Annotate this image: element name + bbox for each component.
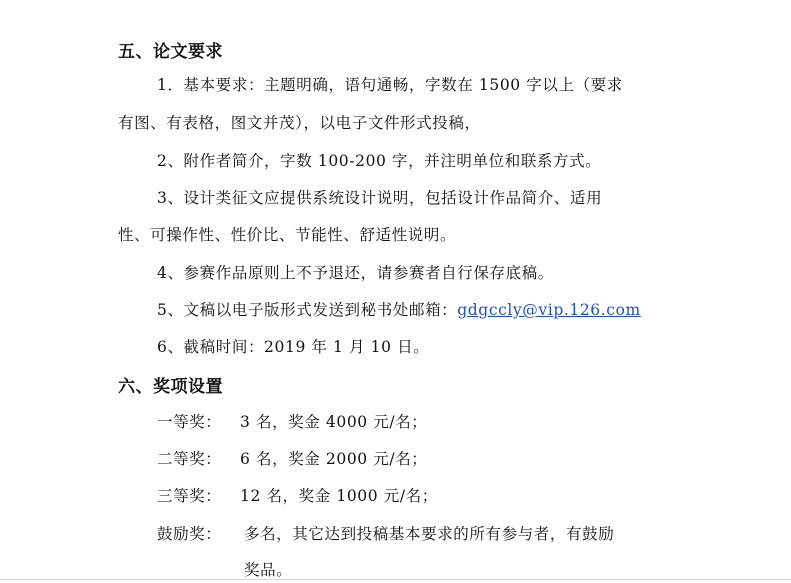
encouragement-prize-line-2: 奖品。 [244,561,293,579]
encouragement-prize-line-1: 多名，其它达到投稿基本要求的所有参与者，有鼓励 [244,525,615,543]
first-prize-text: 3 名，奖金 4000 元/名； [240,413,428,431]
section-6-heading: 六、奖项设置 [118,377,223,397]
third-prize-label: 三等奖： [157,487,222,505]
second-prize-label: 二等奖： [157,450,222,468]
requirement-5 [157,298,641,320]
requirement-3-line-2: 性、可操作性、性价比、节能性、舒适性说明。 [118,226,457,244]
second-prize-text: 6 名，奖金 2000 元/名； [240,450,428,468]
first-prize-label: 一等奖： [157,413,222,431]
third-prize-text: 12 名，奖金 1000 元/名； [240,487,438,505]
requirement-1-line-2: 有图、有表格，图文并茂），以电子文件形式投稿， [118,114,481,132]
requirement-2: 2、附作者简介，字数 100-200 字，并注明单位和联系方式。 [157,152,602,170]
requirement-4: 4、参赛作品原则上不予退还，请参赛者自行保存底稿。 [157,264,554,282]
requirement-3-line-1: 3、设计类征文应提供系统设计说明，包括设计作品简介、适用 [157,189,603,207]
section-5-heading: 五、论文要求 [118,42,223,62]
requirement-5-text: 5、文稿以电子版形式发送到秘书处邮箱： [157,301,458,319]
page-bottom-divider [0,579,791,580]
encouragement-prize-label: 鼓励奖： [157,525,222,543]
requirement-6: 6、截稿时间：2019 年 1 月 10 日。 [157,338,430,356]
requirement-1-line-1: 1．基本要求：主题明确，语句通畅，字数在 1500 字以上（要求 [157,76,623,94]
email-link[interactable]: gdgccly@vip.126.com [457,301,641,319]
